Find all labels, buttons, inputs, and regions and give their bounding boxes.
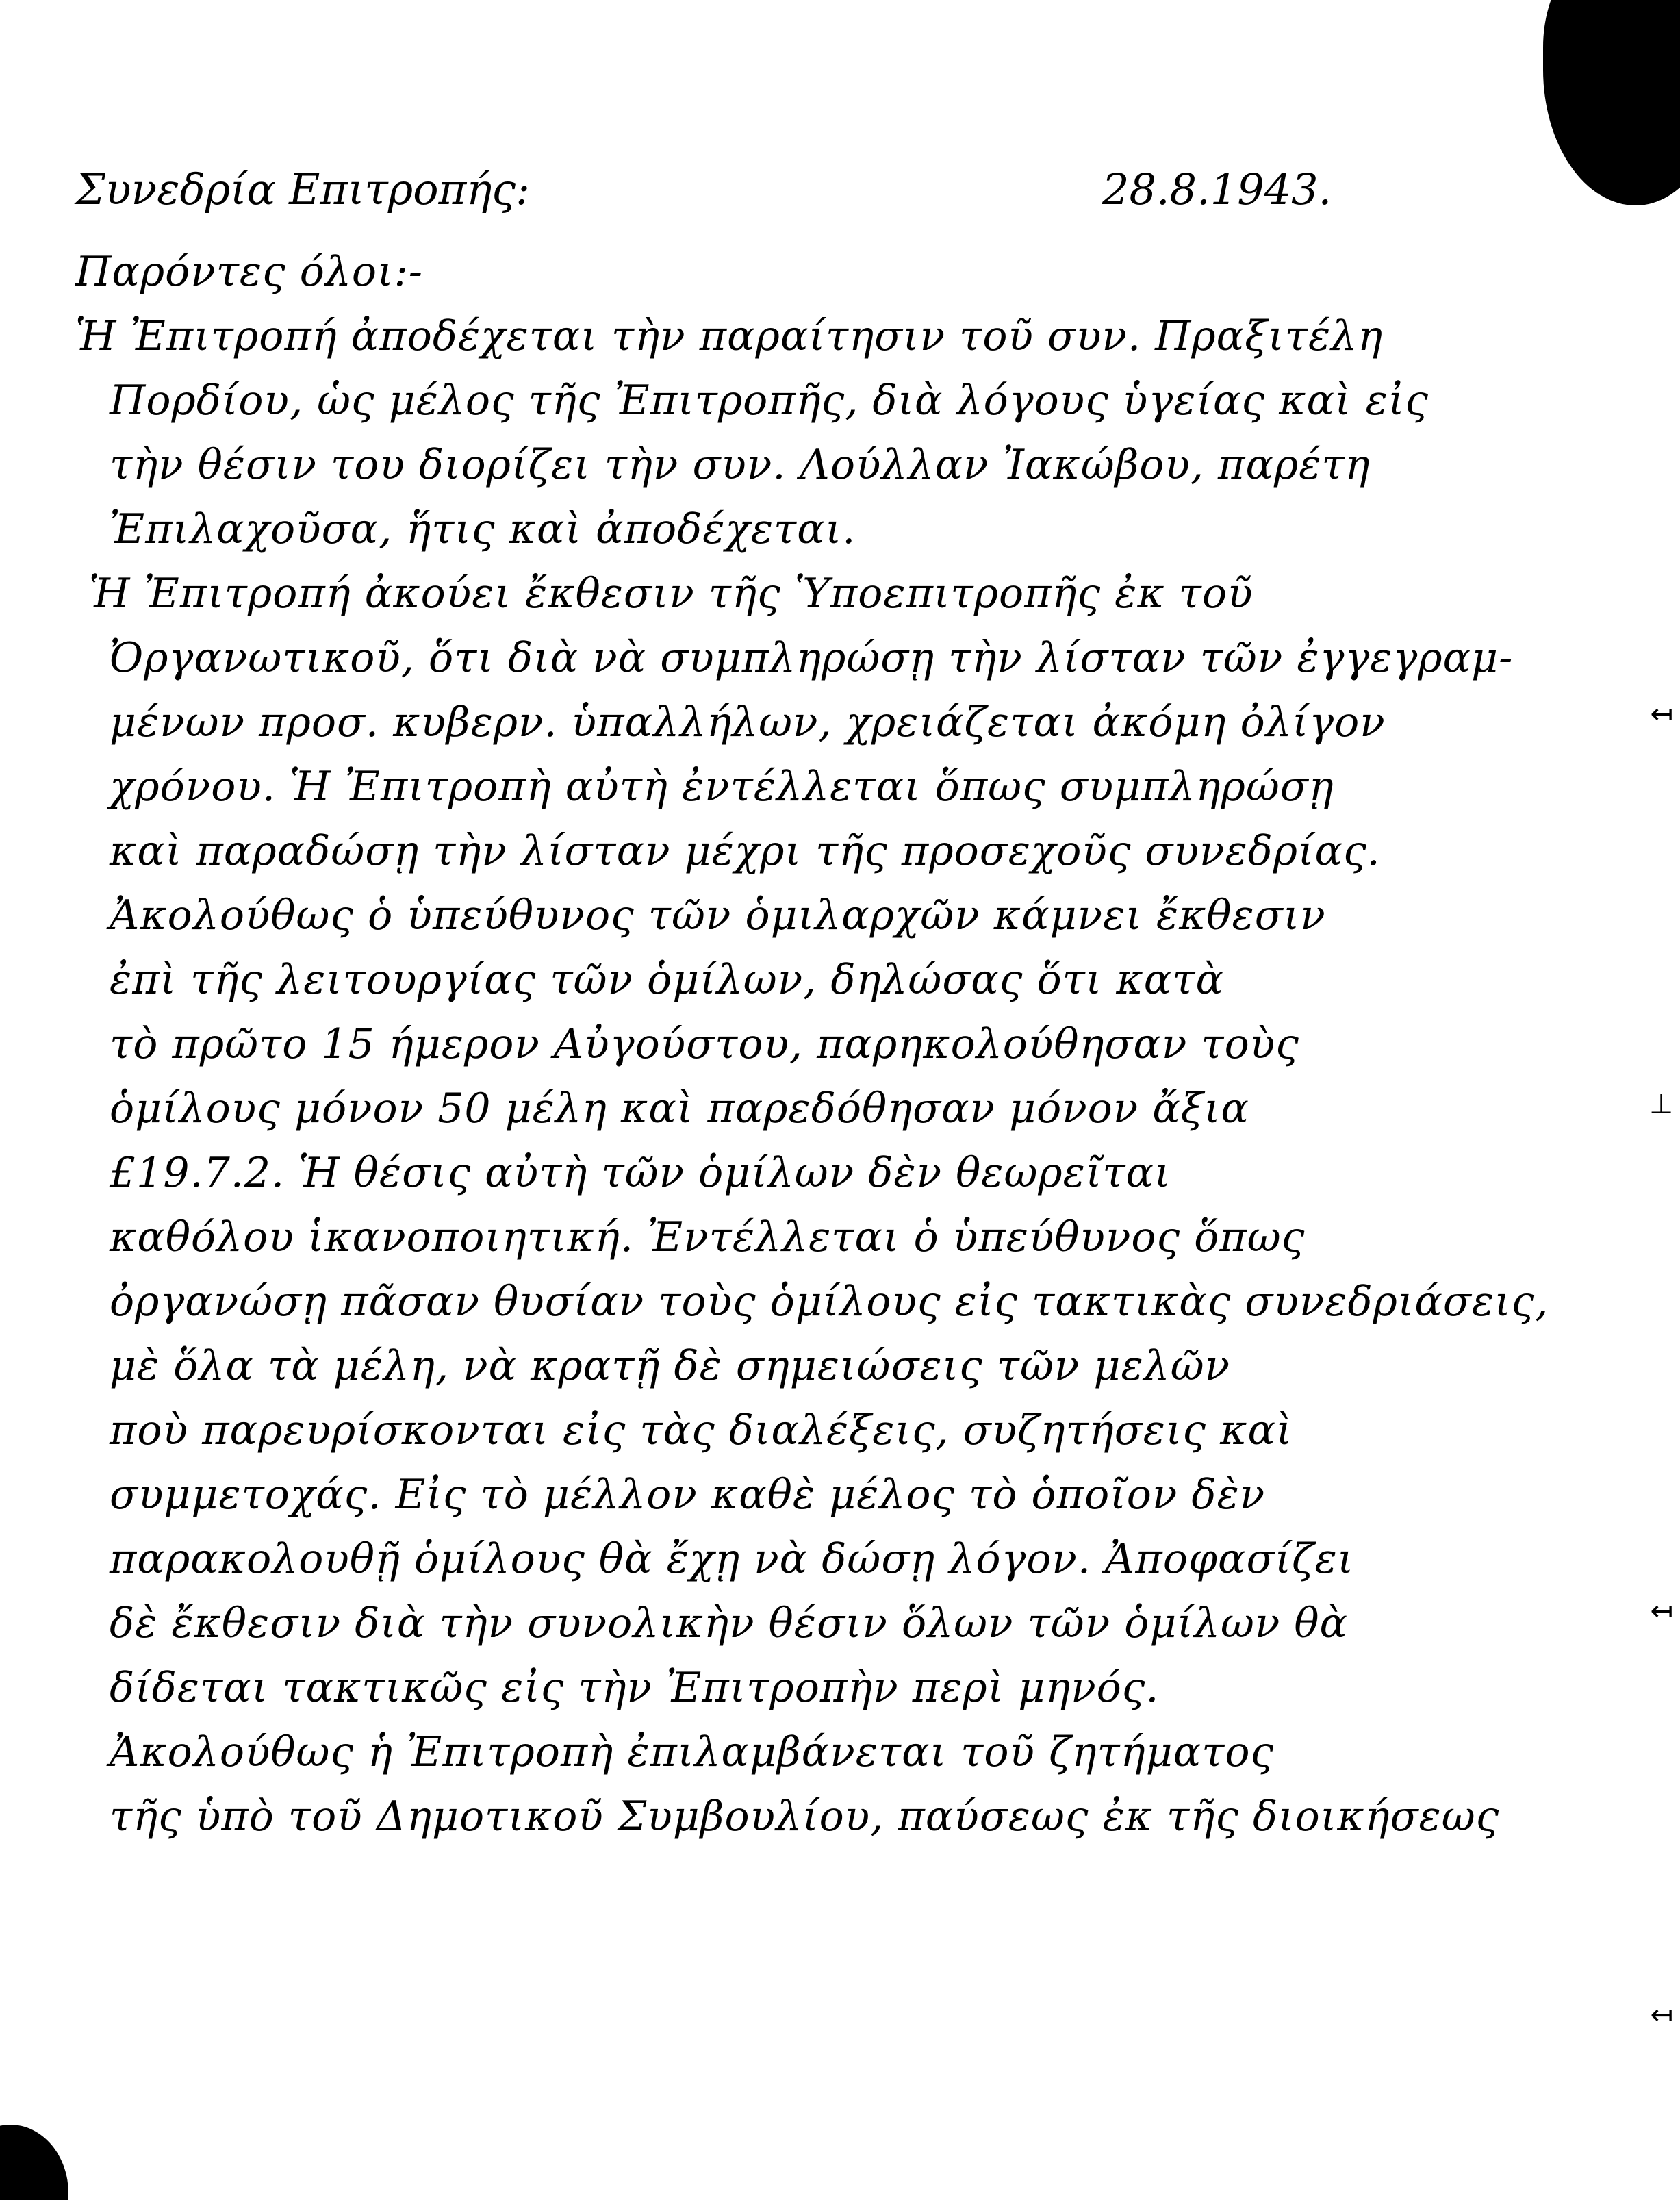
text-line: Ἡ Ἐπιτροπή ἀκούει ἔκθεσιν τῆς Ὑποεπιτροπῆς ἐκ τοῦ xyxy=(89,570,1253,618)
text-line: £19.7.2. Ἡ θέσις αὐτὴ τῶν ὁμίλων δὲν θεωρεῖται xyxy=(110,1149,1171,1197)
text-line: παρακολουθῇ ὁμίλους θὰ ἔχῃ νὰ δώσῃ λόγον. Ἀποφασίζει xyxy=(110,1535,1355,1583)
text-line: μὲ ὅλα τὰ μέλη, νὰ κρατῇ δὲ σημειώσεις τῶν μελῶν xyxy=(110,1342,1231,1390)
meeting-date: 28.8.1943. xyxy=(1102,164,1332,214)
text-line: τὸ πρῶτο 15 ήμερον Αὐγούστου, παρηκολούθησαν τοὺς xyxy=(110,1020,1299,1068)
text-line: δὲ ἔκθεσιν διὰ τὴν συνολικὴν θέσιν ὅλων τῶν ὁμίλων θὰ xyxy=(110,1600,1349,1647)
text-line: Ἀκολούθως ὁ ὑπεύθυνος τῶν ὁμιλαρχῶν κάμνει ἔκθεσιν xyxy=(110,892,1326,939)
margin-mark: ↤ xyxy=(1650,1595,1673,1627)
attendance-line: Παρόντες όλοι:- xyxy=(75,248,424,296)
text-line: συμμετοχάς. Εἰς τὸ μέλλον καθὲ μέλος τὸ ὁποῖον δὲν xyxy=(110,1471,1266,1519)
text-line: ὀργανώσῃ πᾶσαν θυσίαν τοὺς ὁμίλους εἰς τακτικὰς συνεδριάσεις, xyxy=(110,1278,1549,1326)
text-line: Πορδίου, ὡς μέλος τῆς Ἐπιτροπῆς, διὰ λόγους ὑγείας καὶ εἰς xyxy=(110,377,1429,425)
margin-mark: ↤ xyxy=(1650,1999,1673,2031)
text-line: τῆς ὑπὸ τοῦ Δημοτικοῦ Συμβουλίου, παύσεως ἐκ τῆς διοικήσεως xyxy=(110,1793,1500,1841)
text-line: καὶ παραδώσῃ τὴν λίσταν μέχρι τῆς προσεχοῦς συνεδρίας. xyxy=(110,827,1381,875)
meeting-title: Συνεδρία Επιτροπής: xyxy=(75,164,531,214)
text-line: ποὺ παρευρίσκονται εἰς τὰς διαλέξεις, συζητήσεις καὶ xyxy=(110,1406,1293,1454)
document-header xyxy=(75,151,1376,233)
text-line: Ὀργανωτικοῦ, ὅτι διὰ νὰ συμπληρώσῃ τὴν λίσταν τῶν ἐγγεγραμ- xyxy=(110,634,1514,682)
margin-mark: ⊥ xyxy=(1649,1089,1673,1120)
ink-blot xyxy=(1543,0,1680,205)
text-line: καθόλου ἱκανοποιητική. Ἐντέλλεται ὁ ὑπεύθυνος ὅπως xyxy=(110,1213,1306,1261)
margin-mark: ↤ xyxy=(1650,698,1673,730)
text-line: Ἐπιλαχοῦσα, ἥτις καὶ ἀποδέχεται. xyxy=(110,505,856,553)
text-line: μένων προσ. κυβερν. ὑπαλλήλων, χρειάζεται ἀκόμη ὀλίγον xyxy=(110,698,1386,746)
text-line: Ἡ Ἐπιτροπή ἀποδέχεται τὴν παραίτησιν τοῦ συν. Πραξιτέλη xyxy=(75,312,1384,360)
text-line: Ἀκολούθως ἡ Ἐπιτροπὴ ἐπιλαμβάνεται τοῦ ζητήματος xyxy=(110,1728,1275,1776)
text-line: τὴν θέσιν του διορίζει τὴν συν. Λούλλαν Ἰακώβου, παρέτη xyxy=(110,441,1371,489)
text-line: ἐπὶ τῆς λειτουργίας τῶν ὁμίλων, δηλώσας ὅτι κατὰ xyxy=(110,956,1224,1004)
ink-blot-corner xyxy=(0,2125,68,2200)
text-line: χρόνου. Ἡ Ἐπιτροπὴ αὐτὴ ἐντέλλεται ὅπως συμπληρώσῃ xyxy=(110,763,1334,811)
minutes-body xyxy=(75,240,1595,1849)
text-line: δίδεται τακτικῶς εἰς τὴν Ἐπιτροπὴν περὶ μηνός. xyxy=(110,1664,1160,1712)
text-line: ὁμίλους μόνον 50 μέλη καὶ παρεδόθησαν μόνον ἄξια xyxy=(110,1085,1249,1133)
